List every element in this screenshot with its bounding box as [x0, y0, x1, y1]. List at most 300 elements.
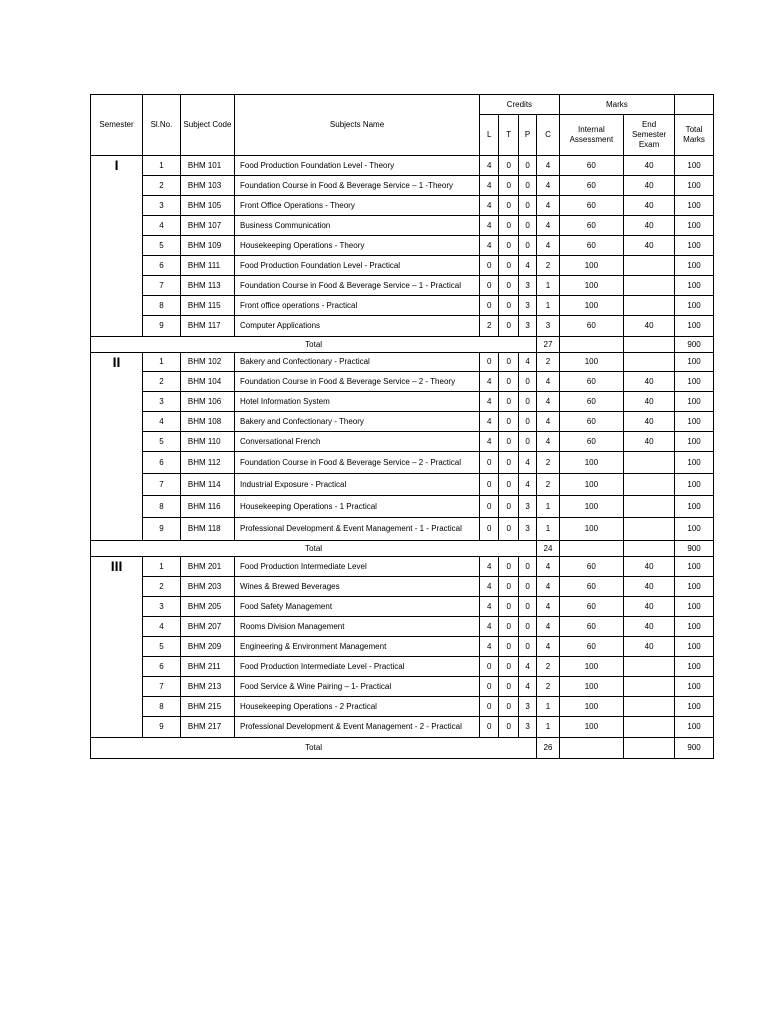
- row-end-semester-exam: [624, 353, 675, 372]
- row-subject-name: Housekeeping Operations - Theory: [234, 236, 479, 256]
- row-total-marks: 100: [675, 353, 714, 372]
- row-end-semester-exam: [624, 657, 675, 677]
- row-credit-l: 0: [480, 256, 499, 276]
- header-credits: Credits: [480, 95, 560, 115]
- row-credit-l: 0: [480, 697, 499, 717]
- row-slno: 9: [143, 518, 181, 541]
- row-credit-c: 2: [537, 353, 559, 372]
- row-total-marks: 100: [675, 296, 714, 316]
- header-c: C: [537, 115, 559, 156]
- row-credit-t: 0: [499, 392, 518, 412]
- row-subject-code: BHM 101: [180, 156, 234, 176]
- header-end-semester-exam: End Semester Exam: [624, 115, 675, 156]
- row-credit-p: 0: [518, 216, 536, 236]
- table-row: [91, 617, 714, 637]
- header-total-marks: Total Marks: [675, 115, 714, 156]
- semester-total-marks: 900: [675, 738, 714, 759]
- row-total-marks: 100: [675, 617, 714, 637]
- row-credit-c: 4: [537, 617, 559, 637]
- row-slno: 3: [143, 392, 181, 412]
- row-end-semester-exam: [624, 717, 675, 738]
- row-subject-name: Food Safety Management: [234, 597, 479, 617]
- row-subject-code: BHM 102: [180, 353, 234, 372]
- row-credit-l: 4: [480, 617, 499, 637]
- row-credit-c: 2: [537, 657, 559, 677]
- semester-total-internal-blank: [559, 337, 623, 353]
- row-credit-p: 3: [518, 316, 536, 337]
- table-row: [91, 412, 714, 432]
- row-internal-assessment: 100: [559, 657, 623, 677]
- row-subject-code: BHM 118: [180, 518, 234, 541]
- row-slno: 3: [143, 597, 181, 617]
- row-total-marks: 100: [675, 156, 714, 176]
- row-credit-c: 4: [537, 597, 559, 617]
- row-credit-c: 4: [537, 637, 559, 657]
- row-end-semester-exam: 40: [624, 617, 675, 637]
- row-subject-code: BHM 205: [180, 597, 234, 617]
- table-row: [91, 256, 714, 276]
- row-subject-code: BHM 107: [180, 216, 234, 236]
- row-credit-p: 3: [518, 697, 536, 717]
- row-subject-code: BHM 213: [180, 677, 234, 697]
- row-subject-name: Food Service & Wine Pairing – 1- Practical: [234, 677, 479, 697]
- row-credit-l: 4: [480, 412, 499, 432]
- row-credit-c: 1: [537, 697, 559, 717]
- row-credit-p: 3: [518, 518, 536, 541]
- row-credit-t: 0: [499, 276, 518, 296]
- row-total-marks: 100: [675, 452, 714, 474]
- row-internal-assessment: 60: [559, 392, 623, 412]
- row-subject-code: BHM 111: [180, 256, 234, 276]
- row-credit-t: 0: [499, 557, 518, 577]
- row-credit-c: 4: [537, 196, 559, 216]
- row-subject-code: BHM 117: [180, 316, 234, 337]
- row-credit-c: 3: [537, 316, 559, 337]
- table-row: [91, 518, 714, 541]
- row-internal-assessment: 100: [559, 717, 623, 738]
- row-slno: 1: [143, 156, 181, 176]
- row-credit-p: 3: [518, 296, 536, 316]
- row-credit-t: 0: [499, 697, 518, 717]
- table-row: [91, 637, 714, 657]
- row-end-semester-exam: 40: [624, 176, 675, 196]
- row-end-semester-exam: [624, 452, 675, 474]
- row-total-marks: 100: [675, 412, 714, 432]
- row-end-semester-exam: 40: [624, 392, 675, 412]
- semester-total-label: Total: [91, 541, 537, 557]
- semester-total-label: Total: [91, 337, 537, 353]
- semester-total-marks: 900: [675, 337, 714, 353]
- row-credit-t: 0: [499, 412, 518, 432]
- row-subject-code: BHM 115: [180, 296, 234, 316]
- table-row: [91, 677, 714, 697]
- row-total-marks: 100: [675, 496, 714, 518]
- row-slno: 6: [143, 256, 181, 276]
- curriculum-table: [90, 94, 714, 759]
- table-row: [91, 432, 714, 452]
- row-internal-assessment: 60: [559, 577, 623, 597]
- row-credit-c: 1: [537, 496, 559, 518]
- row-credit-t: 0: [499, 474, 518, 496]
- row-internal-assessment: 60: [559, 432, 623, 452]
- row-credit-l: 2: [480, 316, 499, 337]
- row-credit-l: 4: [480, 577, 499, 597]
- row-subject-code: BHM 112: [180, 452, 234, 474]
- row-credit-l: 0: [480, 496, 499, 518]
- row-subject-name: Food Production Intermediate Level - Practical: [234, 657, 479, 677]
- row-internal-assessment: 60: [559, 372, 623, 392]
- row-credit-p: 4: [518, 677, 536, 697]
- row-internal-assessment: 100: [559, 697, 623, 717]
- row-total-marks: 100: [675, 717, 714, 738]
- row-internal-assessment: 100: [559, 276, 623, 296]
- header-subject-code: Subject Code: [180, 95, 234, 156]
- row-credit-c: 2: [537, 474, 559, 496]
- semester-total-row: [91, 337, 714, 353]
- row-slno: 4: [143, 617, 181, 637]
- row-end-semester-exam: 40: [624, 557, 675, 577]
- header-l: L: [480, 115, 499, 156]
- row-subject-name: Housekeeping Operations - 2 Practical: [234, 697, 479, 717]
- row-credit-l: 0: [480, 452, 499, 474]
- row-slno: 2: [143, 176, 181, 196]
- row-credit-l: 4: [480, 236, 499, 256]
- row-subject-code: BHM 211: [180, 657, 234, 677]
- table-row: [91, 316, 714, 337]
- row-internal-assessment: 60: [559, 156, 623, 176]
- row-credit-l: 4: [480, 216, 499, 236]
- row-subject-name: Foundation Course in Food & Beverage Service – 1 - Practical: [234, 276, 479, 296]
- row-end-semester-exam: [624, 296, 675, 316]
- row-subject-code: BHM 217: [180, 717, 234, 738]
- row-subject-code: BHM 105: [180, 196, 234, 216]
- row-credit-p: 0: [518, 617, 536, 637]
- row-credit-c: 4: [537, 577, 559, 597]
- row-slno: 4: [143, 216, 181, 236]
- row-subject-code: BHM 207: [180, 617, 234, 637]
- row-total-marks: 100: [675, 432, 714, 452]
- row-internal-assessment: 60: [559, 412, 623, 432]
- row-subject-name: Foundation Course in Food & Beverage Service – 2 - Practical: [234, 452, 479, 474]
- row-subject-name: Front Office Operations - Theory: [234, 196, 479, 216]
- row-total-marks: 100: [675, 316, 714, 337]
- row-credit-p: 4: [518, 474, 536, 496]
- table-row: [91, 236, 714, 256]
- row-subject-code: BHM 114: [180, 474, 234, 496]
- row-subject-code: BHM 215: [180, 697, 234, 717]
- row-subject-name: Engineering & Environment Management: [234, 637, 479, 657]
- row-slno: 2: [143, 577, 181, 597]
- curriculum-table-container: [90, 94, 714, 759]
- row-total-marks: 100: [675, 677, 714, 697]
- row-subject-name: Bakery and Confectionary - Practical: [234, 353, 479, 372]
- row-subject-name: Business Communication: [234, 216, 479, 236]
- table-row: [91, 717, 714, 738]
- row-credit-t: 0: [499, 717, 518, 738]
- row-slno: 7: [143, 474, 181, 496]
- row-total-marks: 100: [675, 256, 714, 276]
- row-end-semester-exam: [624, 474, 675, 496]
- row-credit-t: 0: [499, 196, 518, 216]
- semester-label: I: [91, 156, 143, 337]
- row-credit-l: 4: [480, 392, 499, 412]
- row-credit-p: 4: [518, 353, 536, 372]
- row-subject-name: Foundation Course in Food & Beverage Service – 2 - Theory: [234, 372, 479, 392]
- row-credit-p: 0: [518, 597, 536, 617]
- semester-total-marks: 900: [675, 541, 714, 557]
- row-credit-t: 0: [499, 296, 518, 316]
- row-credit-p: 3: [518, 276, 536, 296]
- header-row-1: [91, 95, 714, 115]
- row-credit-l: 0: [480, 276, 499, 296]
- row-internal-assessment: 60: [559, 176, 623, 196]
- row-subject-name: Professional Development & Event Management - 2 - Practical: [234, 717, 479, 738]
- row-slno: 4: [143, 412, 181, 432]
- row-total-marks: 100: [675, 236, 714, 256]
- row-credit-p: 4: [518, 657, 536, 677]
- row-total-marks: 100: [675, 372, 714, 392]
- table-row: [91, 597, 714, 617]
- row-credit-t: 0: [499, 657, 518, 677]
- row-credit-l: 4: [480, 637, 499, 657]
- row-credit-p: 0: [518, 156, 536, 176]
- row-slno: 3: [143, 196, 181, 216]
- row-credit-p: 0: [518, 557, 536, 577]
- row-credit-t: 0: [499, 677, 518, 697]
- header-t: T: [499, 115, 518, 156]
- row-credit-c: 2: [537, 256, 559, 276]
- row-credit-c: 4: [537, 412, 559, 432]
- row-credit-l: 4: [480, 372, 499, 392]
- row-credit-t: 0: [499, 216, 518, 236]
- row-subject-name: Rooms Division Management: [234, 617, 479, 637]
- row-subject-code: BHM 106: [180, 392, 234, 412]
- row-slno: 9: [143, 717, 181, 738]
- row-slno: 2: [143, 372, 181, 392]
- row-slno: 5: [143, 236, 181, 256]
- header-marks: Marks: [559, 95, 674, 115]
- row-credit-t: 0: [499, 176, 518, 196]
- row-total-marks: 100: [675, 216, 714, 236]
- row-internal-assessment: 60: [559, 597, 623, 617]
- row-total-marks: 100: [675, 196, 714, 216]
- row-credit-t: 0: [499, 353, 518, 372]
- row-credit-c: 4: [537, 372, 559, 392]
- semester-total-row: [91, 541, 714, 557]
- row-credit-t: 0: [499, 452, 518, 474]
- row-subject-code: BHM 109: [180, 236, 234, 256]
- row-credit-c: 1: [537, 296, 559, 316]
- row-credit-t: 0: [499, 597, 518, 617]
- row-credit-c: 4: [537, 156, 559, 176]
- row-end-semester-exam: [624, 697, 675, 717]
- row-credit-p: 0: [518, 236, 536, 256]
- row-end-semester-exam: 40: [624, 236, 675, 256]
- row-total-marks: 100: [675, 577, 714, 597]
- row-subject-code: BHM 116: [180, 496, 234, 518]
- table-row: [91, 392, 714, 412]
- semester-total-exam-blank: [624, 541, 675, 557]
- row-credit-l: 0: [480, 518, 499, 541]
- row-subject-name: Food Production Intermediate Level: [234, 557, 479, 577]
- row-credit-c: 1: [537, 276, 559, 296]
- row-credit-t: 0: [499, 372, 518, 392]
- header-total-blank: [675, 95, 714, 115]
- row-internal-assessment: 60: [559, 216, 623, 236]
- row-credit-p: 0: [518, 196, 536, 216]
- row-total-marks: 100: [675, 276, 714, 296]
- row-credit-c: 1: [537, 518, 559, 541]
- row-credit-t: 0: [499, 432, 518, 452]
- semester-total-label: Total: [91, 738, 537, 759]
- row-subject-code: BHM 201: [180, 557, 234, 577]
- row-credit-c: 4: [537, 392, 559, 412]
- row-slno: 1: [143, 557, 181, 577]
- row-end-semester-exam: 40: [624, 216, 675, 236]
- row-slno: 6: [143, 452, 181, 474]
- row-slno: 8: [143, 697, 181, 717]
- row-credit-l: 4: [480, 432, 499, 452]
- row-credit-p: 4: [518, 452, 536, 474]
- row-credit-l: 4: [480, 196, 499, 216]
- row-subject-name: Front office operations - Practical: [234, 296, 479, 316]
- row-slno: 7: [143, 276, 181, 296]
- row-credit-c: 2: [537, 677, 559, 697]
- semester-label: II: [91, 353, 143, 541]
- semester-total-credits: 27: [537, 337, 559, 353]
- table-row: [91, 496, 714, 518]
- row-internal-assessment: 100: [559, 677, 623, 697]
- row-credit-t: 0: [499, 256, 518, 276]
- row-end-semester-exam: [624, 276, 675, 296]
- row-total-marks: 100: [675, 557, 714, 577]
- table-row: [91, 296, 714, 316]
- row-subject-name: Food Production Foundation Level - Theory: [234, 156, 479, 176]
- row-credit-p: 0: [518, 372, 536, 392]
- row-internal-assessment: 60: [559, 557, 623, 577]
- table-row: [91, 216, 714, 236]
- row-credit-l: 0: [480, 474, 499, 496]
- row-credit-t: 0: [499, 236, 518, 256]
- row-total-marks: 100: [675, 392, 714, 412]
- row-slno: 7: [143, 677, 181, 697]
- row-credit-p: 3: [518, 717, 536, 738]
- row-end-semester-exam: [624, 677, 675, 697]
- row-credit-l: 4: [480, 557, 499, 577]
- row-internal-assessment: 100: [559, 452, 623, 474]
- row-slno: 1: [143, 353, 181, 372]
- row-credit-p: 0: [518, 577, 536, 597]
- row-total-marks: 100: [675, 518, 714, 541]
- row-total-marks: 100: [675, 657, 714, 677]
- row-credit-l: 4: [480, 156, 499, 176]
- row-internal-assessment: 100: [559, 353, 623, 372]
- row-subject-code: BHM 209: [180, 637, 234, 657]
- row-subject-name: Bakery and Confectionary - Theory: [234, 412, 479, 432]
- table-row: [91, 156, 714, 176]
- row-slno: 6: [143, 657, 181, 677]
- table-row: [91, 452, 714, 474]
- row-credit-l: 0: [480, 677, 499, 697]
- row-subject-name: Industrial Exposure - Practical: [234, 474, 479, 496]
- semester-total-exam-blank: [624, 738, 675, 759]
- row-credit-t: 0: [499, 496, 518, 518]
- row-credit-c: 4: [537, 236, 559, 256]
- row-end-semester-exam: 40: [624, 372, 675, 392]
- semester-total-credits: 26: [537, 738, 559, 759]
- row-credit-c: 1: [537, 717, 559, 738]
- row-credit-t: 0: [499, 637, 518, 657]
- row-credit-c: 4: [537, 557, 559, 577]
- row-end-semester-exam: [624, 256, 675, 276]
- row-internal-assessment: 100: [559, 474, 623, 496]
- row-subject-name: Conversational French: [234, 432, 479, 452]
- row-credit-l: 0: [480, 717, 499, 738]
- row-internal-assessment: 60: [559, 196, 623, 216]
- table-row: [91, 474, 714, 496]
- table-row: [91, 577, 714, 597]
- row-internal-assessment: 60: [559, 617, 623, 637]
- row-subject-code: BHM 113: [180, 276, 234, 296]
- row-internal-assessment: 100: [559, 256, 623, 276]
- row-credit-t: 0: [499, 316, 518, 337]
- row-credit-p: 4: [518, 256, 536, 276]
- row-subject-name: Computer Applications: [234, 316, 479, 337]
- row-subject-name: Wines & Brewed Beverages: [234, 577, 479, 597]
- row-credit-p: 0: [518, 432, 536, 452]
- row-credit-p: 0: [518, 637, 536, 657]
- row-slno: 5: [143, 637, 181, 657]
- row-credit-p: 0: [518, 412, 536, 432]
- header-subjects-name: Subjects Name: [234, 95, 479, 156]
- row-internal-assessment: 100: [559, 496, 623, 518]
- header-internal-assessment: Internal Assessment: [559, 115, 623, 156]
- table-row: [91, 372, 714, 392]
- row-total-marks: 100: [675, 474, 714, 496]
- table-row: [91, 276, 714, 296]
- curriculum-body: [91, 156, 714, 759]
- row-credit-c: 4: [537, 176, 559, 196]
- row-credit-p: 0: [518, 392, 536, 412]
- row-subject-code: BHM 103: [180, 176, 234, 196]
- semester-label: III: [91, 557, 143, 738]
- row-subject-code: BHM 108: [180, 412, 234, 432]
- row-total-marks: 100: [675, 176, 714, 196]
- header-p: P: [518, 115, 536, 156]
- row-slno: 8: [143, 496, 181, 518]
- row-subject-name: Foundation Course in Food & Beverage Service – 1 -Theory: [234, 176, 479, 196]
- table-row: [91, 176, 714, 196]
- row-total-marks: 100: [675, 697, 714, 717]
- row-credit-c: 4: [537, 216, 559, 236]
- table-row: [91, 657, 714, 677]
- semester-total-row: [91, 738, 714, 759]
- row-credit-c: 2: [537, 452, 559, 474]
- row-slno: 9: [143, 316, 181, 337]
- row-credit-t: 0: [499, 577, 518, 597]
- row-end-semester-exam: 40: [624, 412, 675, 432]
- row-credit-c: 4: [537, 432, 559, 452]
- semester-total-internal-blank: [559, 738, 623, 759]
- row-subject-code: BHM 104: [180, 372, 234, 392]
- header-slno: Sl.No.: [143, 95, 181, 156]
- row-end-semester-exam: 40: [624, 637, 675, 657]
- row-internal-assessment: 100: [559, 518, 623, 541]
- row-credit-t: 0: [499, 617, 518, 637]
- row-subject-name: Professional Development & Event Management - 1 - Practical: [234, 518, 479, 541]
- semester-total-internal-blank: [559, 541, 623, 557]
- row-internal-assessment: 60: [559, 236, 623, 256]
